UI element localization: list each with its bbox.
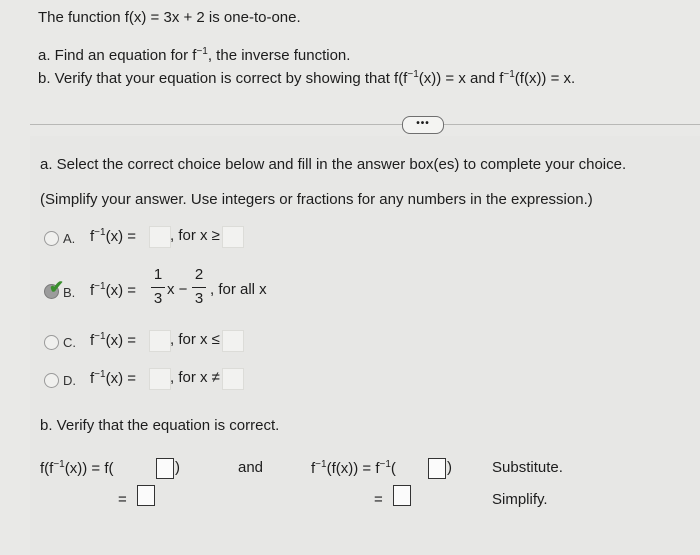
inverse-superscript: −1 — [196, 46, 208, 57]
fraction-1-bar — [151, 287, 165, 288]
choice-d-answer-box[interactable] — [149, 368, 171, 390]
choice-c-radio[interactable] — [44, 335, 59, 350]
choice-b-lhs-tail: (x) = — [105, 282, 136, 299]
divider — [444, 124, 700, 125]
choice-a-f: f — [90, 228, 95, 245]
part-b-mid: (x)) = x and f — [418, 70, 504, 87]
choice-b-suffix: , for all x — [210, 281, 267, 298]
choice-c-f: f — [90, 332, 95, 349]
left-close-paren: ) — [175, 459, 180, 476]
choice-c-answer-box[interactable] — [149, 330, 171, 352]
inverse-superscript: −1 — [94, 281, 106, 292]
choice-c-domain-box[interactable] — [222, 330, 244, 352]
simplify-label: Simplify. — [492, 491, 548, 508]
question-a-note: (Simplify your answer. Use integers or fractions for any numbers in the expression.) — [40, 191, 593, 208]
choice-d-letter: D. — [63, 373, 76, 388]
inverse-superscript: −1 — [94, 227, 106, 238]
choice-b-lhs — [90, 281, 136, 299]
substitute-label: Substitute. — [492, 459, 563, 476]
right-open-paren: ( — [390, 460, 396, 477]
part-a-prompt — [38, 46, 350, 64]
right-equals: = — [374, 491, 383, 508]
verify-right-line1 — [311, 459, 396, 477]
choice-b-f: f — [90, 282, 95, 299]
left-f-of-f: f(f — [40, 460, 54, 477]
verify-left-line1 — [40, 459, 114, 477]
choice-c-lhs-tail: (x) = — [105, 332, 136, 349]
choice-c-suffix: , for x ≤ — [170, 331, 220, 348]
part-b-prompt — [38, 69, 575, 87]
choice-b-letter: B. — [63, 285, 76, 300]
and-label: and — [238, 459, 264, 476]
problem-intro: The function f(x) = 3x + 2 is one-to-one. — [38, 9, 301, 26]
question-a-instruction: a. Select the correct choice below and fill in the answer box(es) to complete your choice. — [40, 156, 627, 173]
right-f: f — [311, 460, 316, 477]
choice-d-domain-box[interactable] — [222, 368, 244, 390]
divider — [30, 124, 402, 125]
choice-a-answer-box[interactable] — [149, 226, 171, 248]
part-a-text: a. Find an equation for f — [38, 47, 197, 64]
inverse-superscript: −1 — [94, 369, 106, 380]
choice-a-suffix: , for x ≥ — [170, 227, 220, 244]
choice-d-lhs-tail: (x) = — [105, 370, 136, 387]
question-b-instruction: b. Verify that the equation is correct. — [40, 417, 280, 434]
verify-right-simplify-box[interactable] — [393, 485, 411, 506]
choice-c-lhs — [90, 331, 136, 349]
part-b-tail: (f(x)) = x. — [514, 70, 576, 87]
verify-left-simplify-box[interactable] — [137, 485, 155, 506]
choice-a-lhs-tail: (x) = — [105, 228, 136, 245]
choice-a-lhs — [90, 227, 136, 245]
choice-c-letter: C. — [63, 335, 76, 350]
inverse-superscript: −1 — [315, 459, 327, 470]
right-eq-f: (f(x)) = f — [326, 460, 380, 477]
choice-a-radio[interactable] — [44, 231, 59, 246]
right-close-paren: ) — [447, 459, 452, 476]
inverse-superscript: −1 — [379, 459, 391, 470]
choice-d-lhs — [90, 369, 136, 387]
part-a-tail: , the inverse function. — [207, 47, 351, 64]
inverse-superscript: −1 — [503, 69, 515, 80]
fraction-2-denominator: 3 — [194, 290, 204, 307]
choice-b-variable: x − — [167, 281, 188, 298]
choice-d-suffix: , for x ≠ — [170, 369, 220, 386]
fraction-2-numerator: 2 — [194, 266, 204, 283]
verify-left-substitute-box[interactable] — [156, 458, 174, 479]
part-b-text: b. Verify that your equation is correct by showing that f(f — [38, 70, 408, 87]
choice-a-domain-box[interactable] — [222, 226, 244, 248]
choice-a-letter: A. — [63, 231, 76, 246]
verify-right-substitute-box[interactable] — [428, 458, 446, 479]
inverse-superscript: −1 — [53, 459, 65, 470]
fraction-1-denominator: 3 — [153, 290, 163, 307]
left-equals: = — [118, 491, 127, 508]
left-eq-f: (x)) = f( — [64, 460, 114, 477]
checkmark-icon: ✔ — [49, 277, 65, 297]
fraction-1-numerator: 1 — [153, 266, 163, 283]
inverse-superscript: −1 — [94, 331, 106, 342]
fraction-2-bar — [192, 287, 206, 288]
choice-d-radio[interactable] — [44, 373, 59, 388]
inverse-superscript: −1 — [407, 69, 419, 80]
more-button[interactable]: ••• — [402, 116, 444, 134]
choice-d-f: f — [90, 370, 95, 387]
